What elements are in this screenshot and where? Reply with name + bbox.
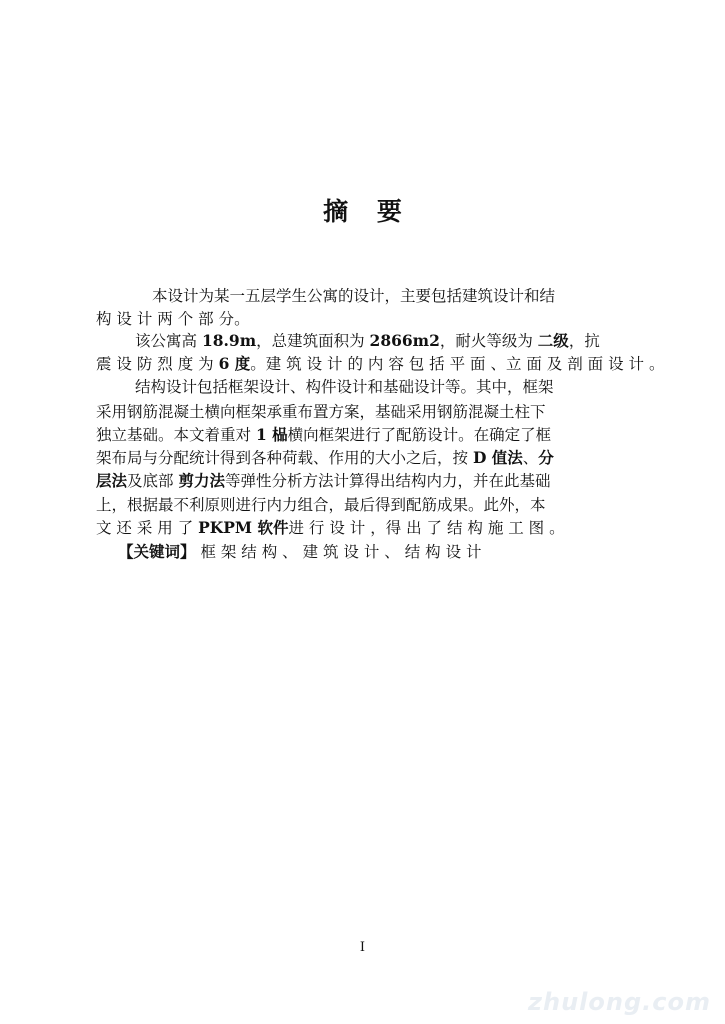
height-value: 18.9m bbox=[201, 331, 257, 350]
abstract-line-11 bbox=[96, 518, 565, 538]
line-text: 架布局与分配统计得到各种荷载、作用的大小之后，按 bbox=[96, 449, 473, 467]
line-text: ，耐火等级为 bbox=[439, 332, 538, 350]
frame-count-value: 1 榀 bbox=[255, 425, 288, 444]
software-name: PKPM 软件 bbox=[198, 518, 289, 537]
abstract-line-4 bbox=[96, 354, 664, 374]
line-text: 横向框架进行了配筋设计。在确定了框 bbox=[287, 426, 552, 444]
line-text: 进 行 设 计 ，得 出 了 结 构 施 工 图 。 bbox=[288, 519, 565, 537]
page-number: I bbox=[359, 940, 366, 955]
shear-method: 剪力法 bbox=[178, 471, 225, 490]
area-value: 2866m2 bbox=[369, 331, 440, 350]
abstract-title: 摘 要 bbox=[323, 197, 412, 226]
abstract-line-9 bbox=[96, 471, 550, 491]
abstract-line-3 bbox=[135, 331, 600, 351]
abstract-line-5 bbox=[135, 377, 554, 397]
keywords-text: 框 架 结 构 、 建 筑 设 计 、 结 构 设 计 bbox=[195, 543, 482, 561]
seismic-value: 6 度 bbox=[218, 354, 251, 373]
layer-method-part: 层法 bbox=[96, 471, 128, 490]
keywords-line bbox=[118, 542, 482, 562]
abstract-line-6 bbox=[96, 402, 546, 422]
line-text: ，抗 bbox=[568, 332, 600, 350]
fire-rating-value: 二级 bbox=[537, 331, 569, 350]
d-value-method: D 值法 bbox=[472, 448, 523, 467]
line-text: 本设计为某一五层学生公寓的设计，主要包括建筑设计和结 bbox=[152, 287, 556, 305]
abstract-line-7 bbox=[96, 425, 551, 445]
line-text: 采用钢筋混凝土横向框架承重布置方案，基础采用钢筋混凝土柱下 bbox=[96, 403, 546, 421]
layer-method-part: 分 bbox=[538, 448, 554, 467]
line-text: 。建 筑 设 计 的 内 容 包 括 平 面 、立 面 及 剖 面 设 计 。 bbox=[250, 355, 665, 373]
line-text: ，总建筑面积为 bbox=[256, 332, 370, 350]
line-text: 结构设计包括框架设计、构件设计和基础设计等。其中，框架 bbox=[135, 378, 554, 396]
line-text: 及底部 bbox=[127, 472, 179, 490]
abstract-line-1 bbox=[152, 286, 555, 306]
line-text: 该公寓高 bbox=[135, 332, 202, 350]
line-text: 构 设 计 两 个 部 分。 bbox=[96, 310, 250, 328]
line-text: 震 设 防 烈 度 为 bbox=[96, 355, 219, 373]
keywords-label: 【关键词】 bbox=[118, 542, 196, 561]
line-text: 独立基础。本文着重对 bbox=[96, 426, 256, 444]
abstract-line-2 bbox=[96, 309, 250, 329]
line-text: 文 还 采 用 了 bbox=[96, 519, 199, 537]
line-text: 上，根据最不利原则进行内力组合，最后得到配筋成果。此外，本 bbox=[96, 496, 546, 514]
abstract-line-8 bbox=[96, 448, 554, 468]
watermark-logo: zhulong.com bbox=[528, 988, 711, 1016]
line-text: 、 bbox=[522, 449, 539, 467]
abstract-line-10 bbox=[96, 495, 546, 515]
line-text: 等弹性分析方法计算得出结构内力，并在此基础 bbox=[224, 472, 551, 490]
